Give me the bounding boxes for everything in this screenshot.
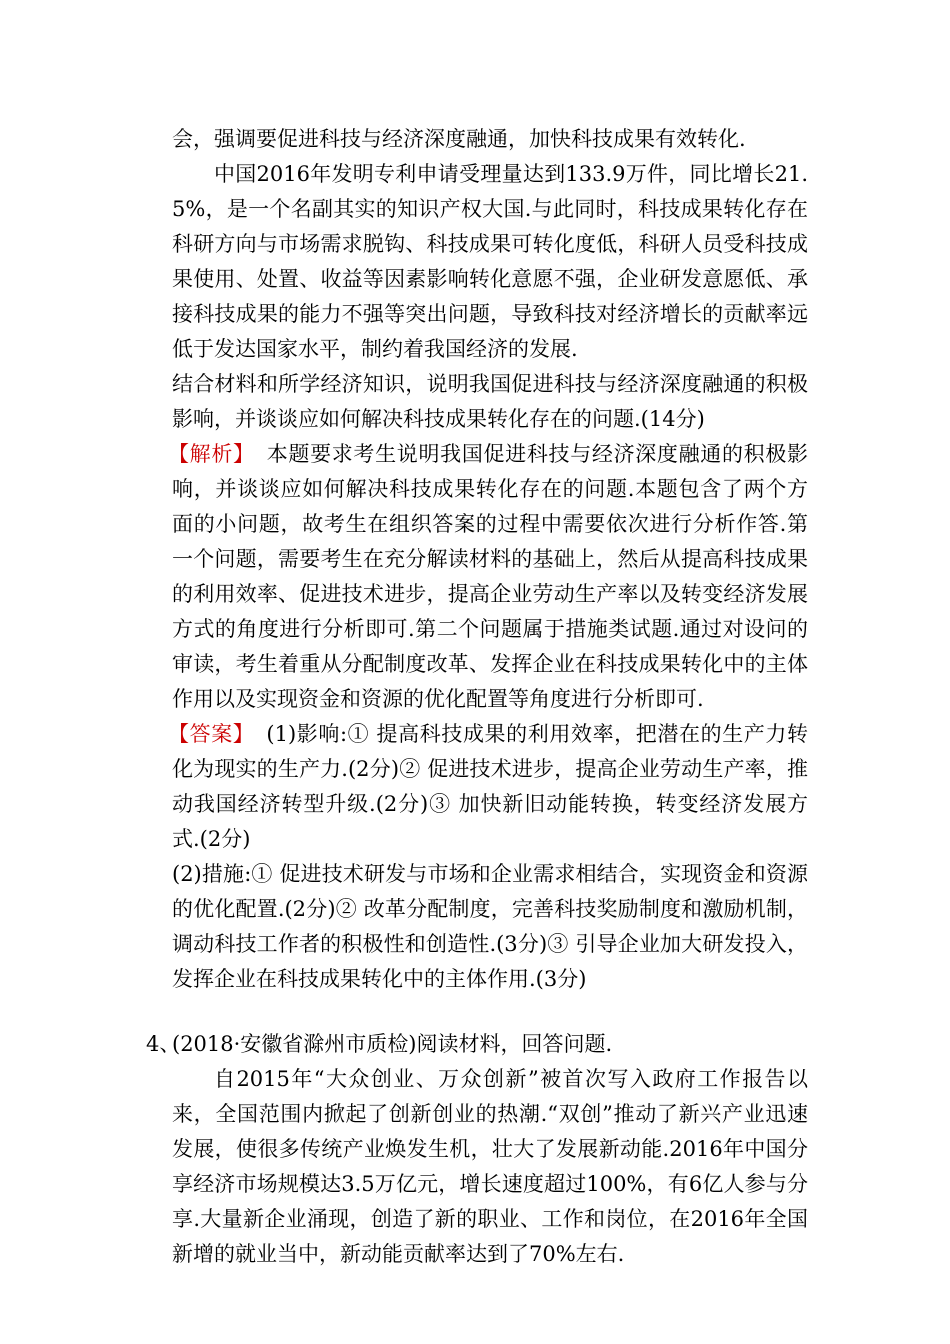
question-4-material: 自2015年“大众创业、万众创新”被首次写入政府工作报告以来，全国范围内掀起了创新创业的热潮.“双创”推动了新兴产业迅速发展，使很多传统产业焕发生机，壮大了发展新动能.2016年中国分享经济市场规模达3.5万亿元，增长速度超过100%，有6亿人参与分享.大量新企业涌现，创造了新的职业、工作和岗位，在2016年全国新增的就业当中，新动能贡献率达到了70%左右. xyxy=(172,1067,808,1266)
paragraph-question: 结合材料和所学经济知识，说明我国促进科技与经济深度融通的积极影响，并谈谈应如何解决科技成果转化存在的问题.(14分) xyxy=(172,372,808,431)
question-4-number: 4、 xyxy=(146,1032,181,1056)
answer-tag: 【答案】 xyxy=(168,722,255,746)
paragraph-material: 中国2016年发明专利申请受理量达到133.9万件，同比增长21.5%，是一个名副其实的知识产权大国.与此同时，科技成果转化存在科研方向与市场需求脱钩、科技成果可转化度低，科研人员受科技成果使用、处置、收益等因素影响转化意愿不强，企业研发意愿低、承接科技成果的能力不强等突出问题，导致科技对经济增长的贡献率远低于发达国家水平，制约着我国经济的发展. xyxy=(172,162,808,361)
analysis-text: 本题要求考生说明我国促进科技与经济深度融通的积极影响，并谈谈应如何解决科技成果转化存在的问题.本题包含了两个方面的小问题，故考生在组织答案的过程中需要依次进行分析作答.第一个问题，需要考生在充分解读材料的基础上，然后从提高科技成果的利用效率、促进技术进步，提高企业劳动生产率以及转变经济发展方式的角度进行分析即可.第二个问题属于措施类试题.通过对设问的审读，考生着重从分配制度改革、发挥企业在科技成果转化中的主体作用以及实现资金和资源的优化配置等角度进行分析即可. xyxy=(172,442,809,711)
answer-section xyxy=(168,717,809,857)
analysis-tag: 【解析】 xyxy=(168,442,255,466)
paragraph-intro-continuation: 会，强调要促进科技与经济深度融通，加快科技成果有效转化. xyxy=(172,127,746,151)
answer-part-1: (1)影响:① 提高科技成果的利用效率，把潜在的生产力转化为现实的生产力.(2分)② 促进技术进步，提高企业劳动生产率，推动我国经济转型升级.(2分)③ 加快新旧动能转换，转变经济发展方式.(2分) xyxy=(172,722,809,851)
question-4-title: (2018·安徽省滁州市质检)阅读材料，回答问题. xyxy=(172,1032,613,1056)
analysis-section xyxy=(168,437,809,717)
answer-part-2: (2)措施:① 促进技术研发与市场和企业需求相结合，实现资金和资源的优化配置.(2分)② 改革分配制度，完善科技奖励制度和激励机制，调动科技工作者的积极性和创造性.(3分)③ 引导企业加大研发投入，发挥企业在科技成果转化中的主体作用.(3分) xyxy=(172,862,808,991)
